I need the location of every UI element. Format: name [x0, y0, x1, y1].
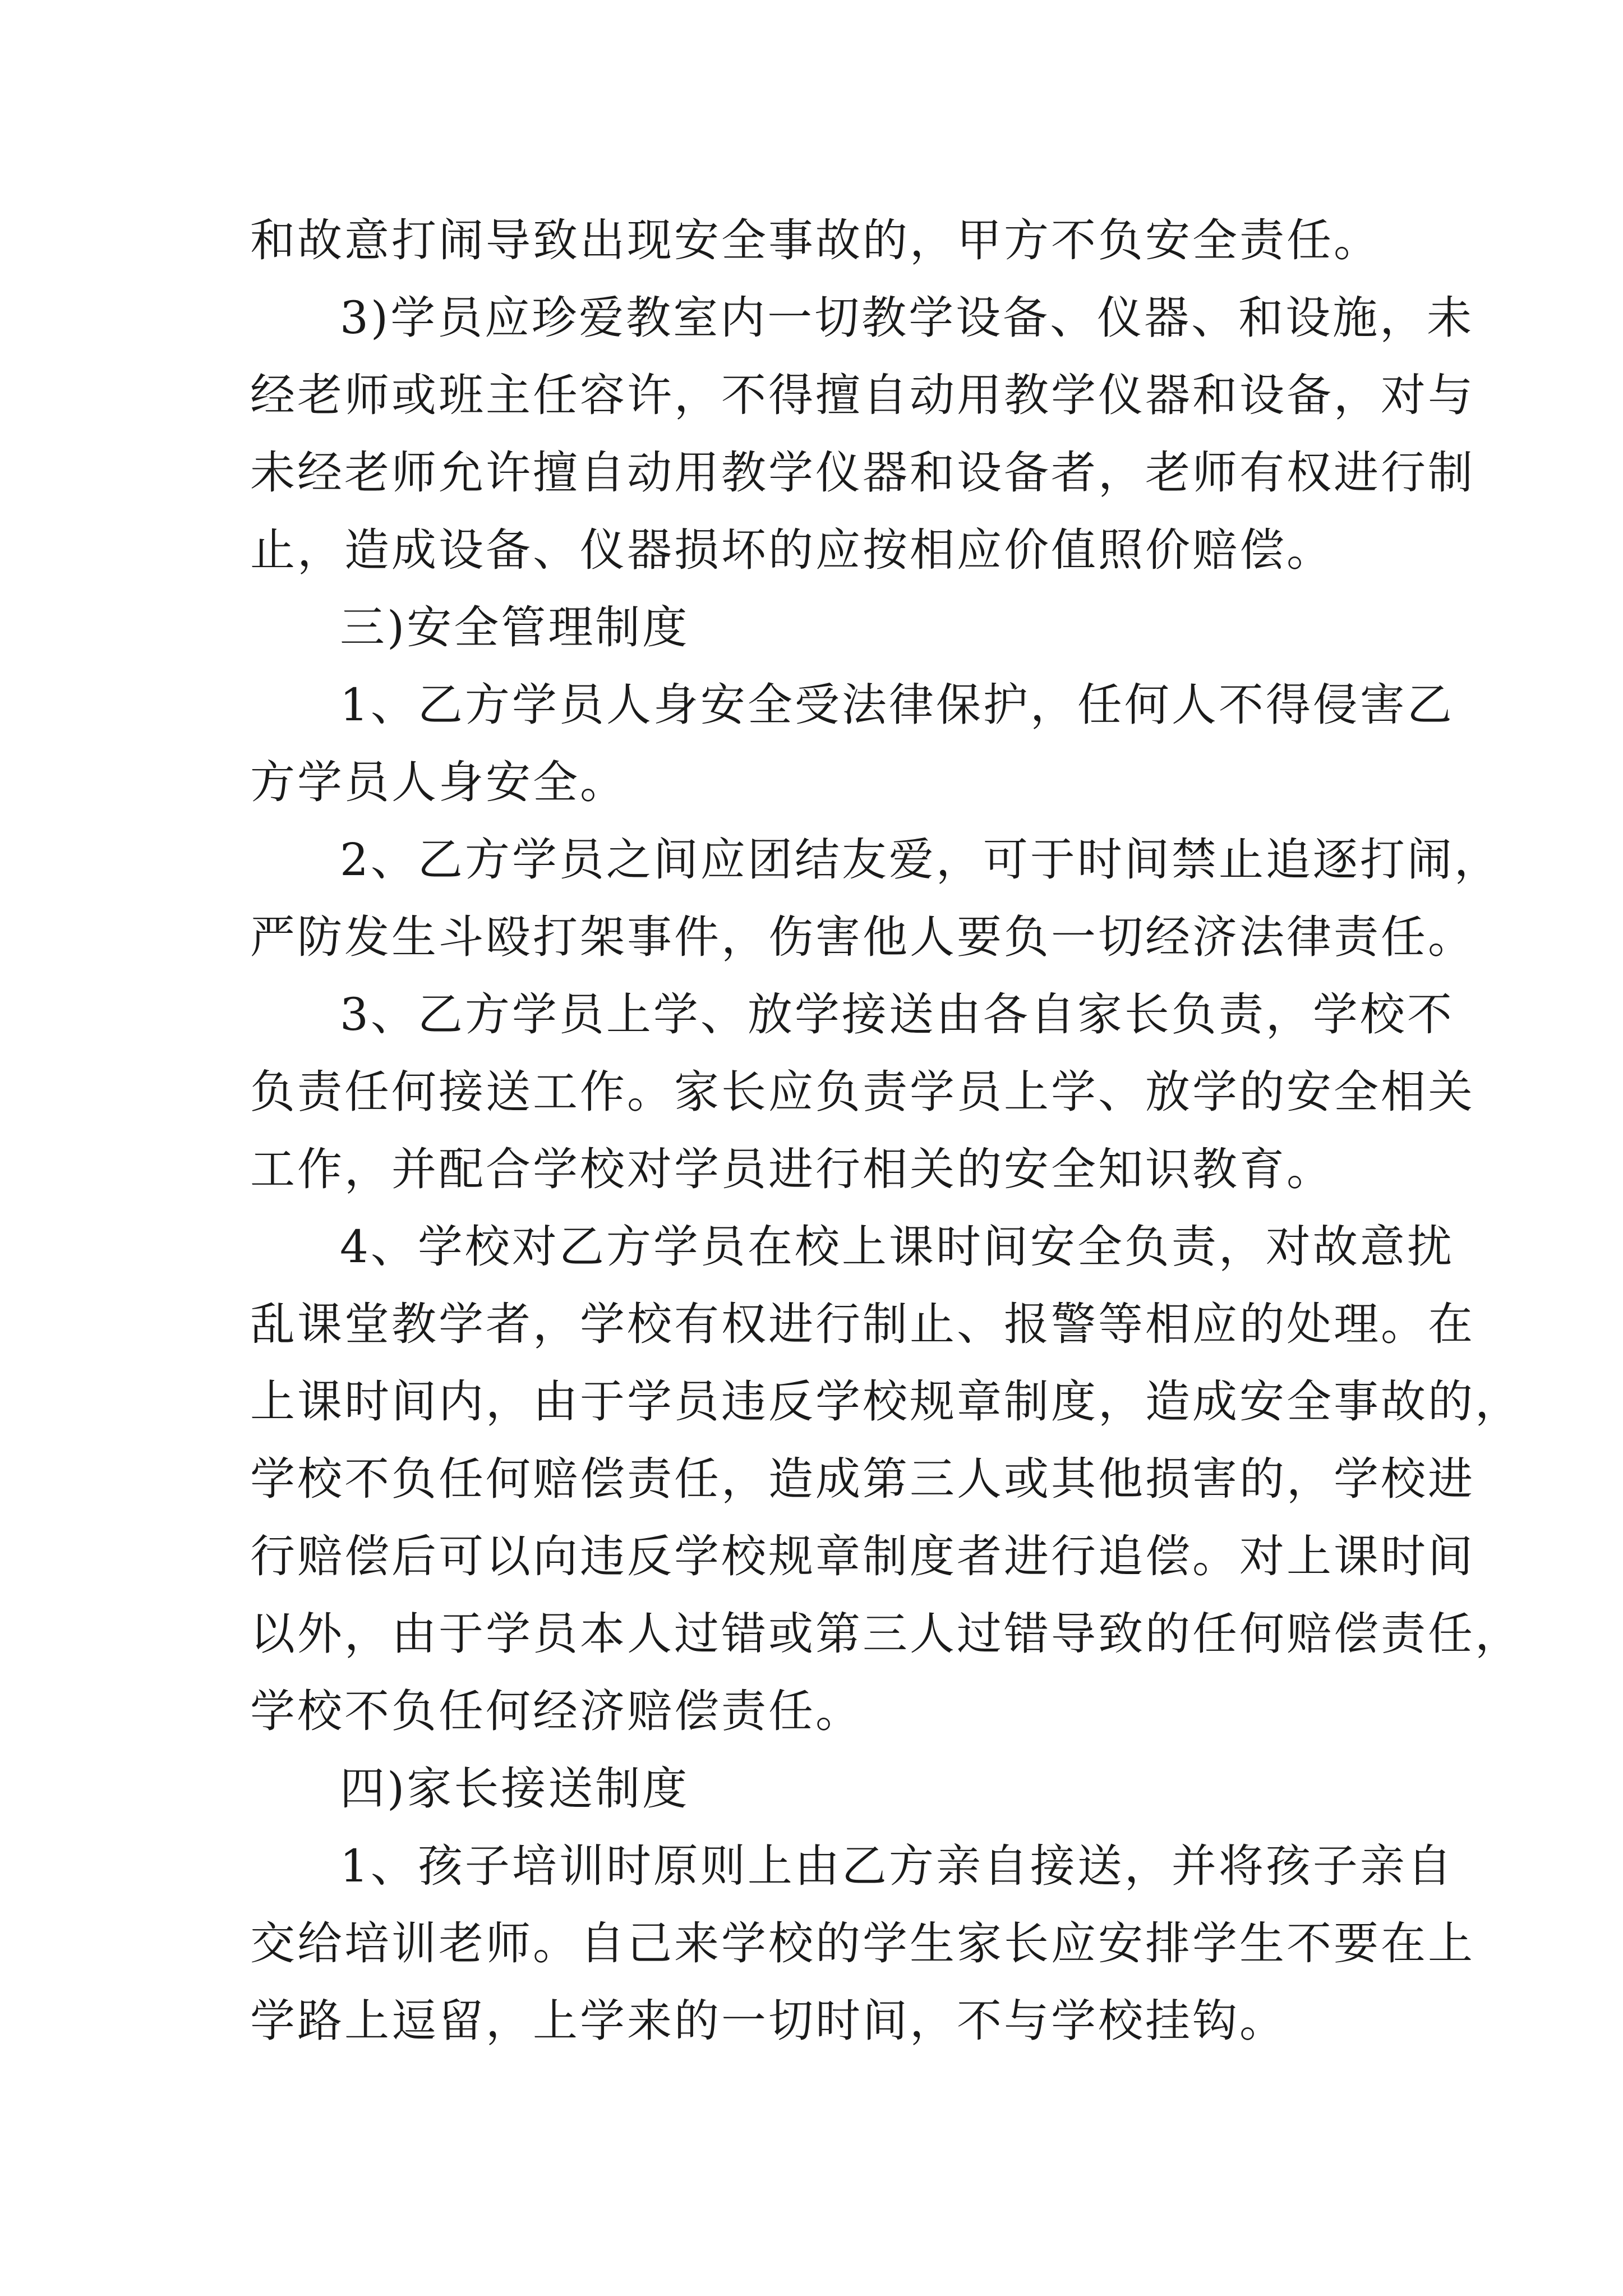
text-line: 严防发生斗殴打架事件，伤害他人要负一切经济法律责任。	[250, 911, 1475, 963]
text-line: 交给培训老师。自己来学校的学生家长应安排学生不要在上	[250, 1917, 1475, 1970]
text-line: 2、乙方学员之间应团结友爱，可于时间禁止追逐打闹，	[340, 834, 1501, 886]
text-line: 3)学员应珍爱教室内一切教学设备、仪器、和设施，未	[340, 292, 1474, 344]
text-line: 和故意打闹导致出现安全事故的，甲方不负安全责任。	[250, 214, 1381, 266]
text-line: 1、孩子培训时原则上由乙方亲自接送，并将孩子亲自	[340, 1840, 1454, 1892]
section-heading: 四)家长接送制度	[340, 1763, 690, 1815]
text-line: 行赔偿后可以向违反学校规章制度者进行追偿。对上课时间	[250, 1530, 1475, 1582]
text-line: 1、乙方学员人身安全受法律保护，任何人不得侵害乙	[340, 679, 1454, 731]
text-line: 4、学校对乙方学员在校上课时间安全负责，对故意扰	[340, 1221, 1454, 1273]
text-line: 工作，并配合学校对学员进行相关的安全知识教育。	[250, 1143, 1334, 1195]
text-line: 未经老师允许擅自动用教学仪器和设备者，老师有权进行制	[250, 447, 1475, 499]
document-body	[250, 202, 1522, 2060]
text-line: 上课时间内，由于学员违反学校规章制度，造成安全事故的，	[250, 1375, 1522, 1428]
section-heading: 三)安全管理制度	[340, 601, 690, 654]
text-line: 方学员人身安全。	[250, 756, 627, 808]
text-line: 以外，由于学员本人过错或第三人过错导致的任何赔偿责任，	[250, 1608, 1522, 1660]
text-line: 3、乙方学员上学、放学接送由各自家长负责，学校不	[340, 988, 1454, 1041]
text-line: 乱课堂教学者，学校有权进行制止、报警等相应的处理。在	[250, 1298, 1475, 1350]
text-line: 学校不负任何赔偿责任，造成第三人或其他损害的，学校进	[250, 1453, 1475, 1505]
text-line: 负责任何接送工作。家长应负责学员上学、放学的安全相关	[250, 1066, 1475, 1118]
text-line: 学路上逗留，上学来的一切时间，不与学校挂钩。	[250, 1995, 1287, 2047]
text-line: 经老师或班主任容许，不得擅自动用教学仪器和设备，对与	[250, 369, 1475, 421]
text-line: 学校不负任何经济赔偿责任。	[250, 1685, 863, 1737]
text-line: 止，造成设备、仪器损坏的应按相应价值照价赔偿。	[250, 524, 1334, 576]
